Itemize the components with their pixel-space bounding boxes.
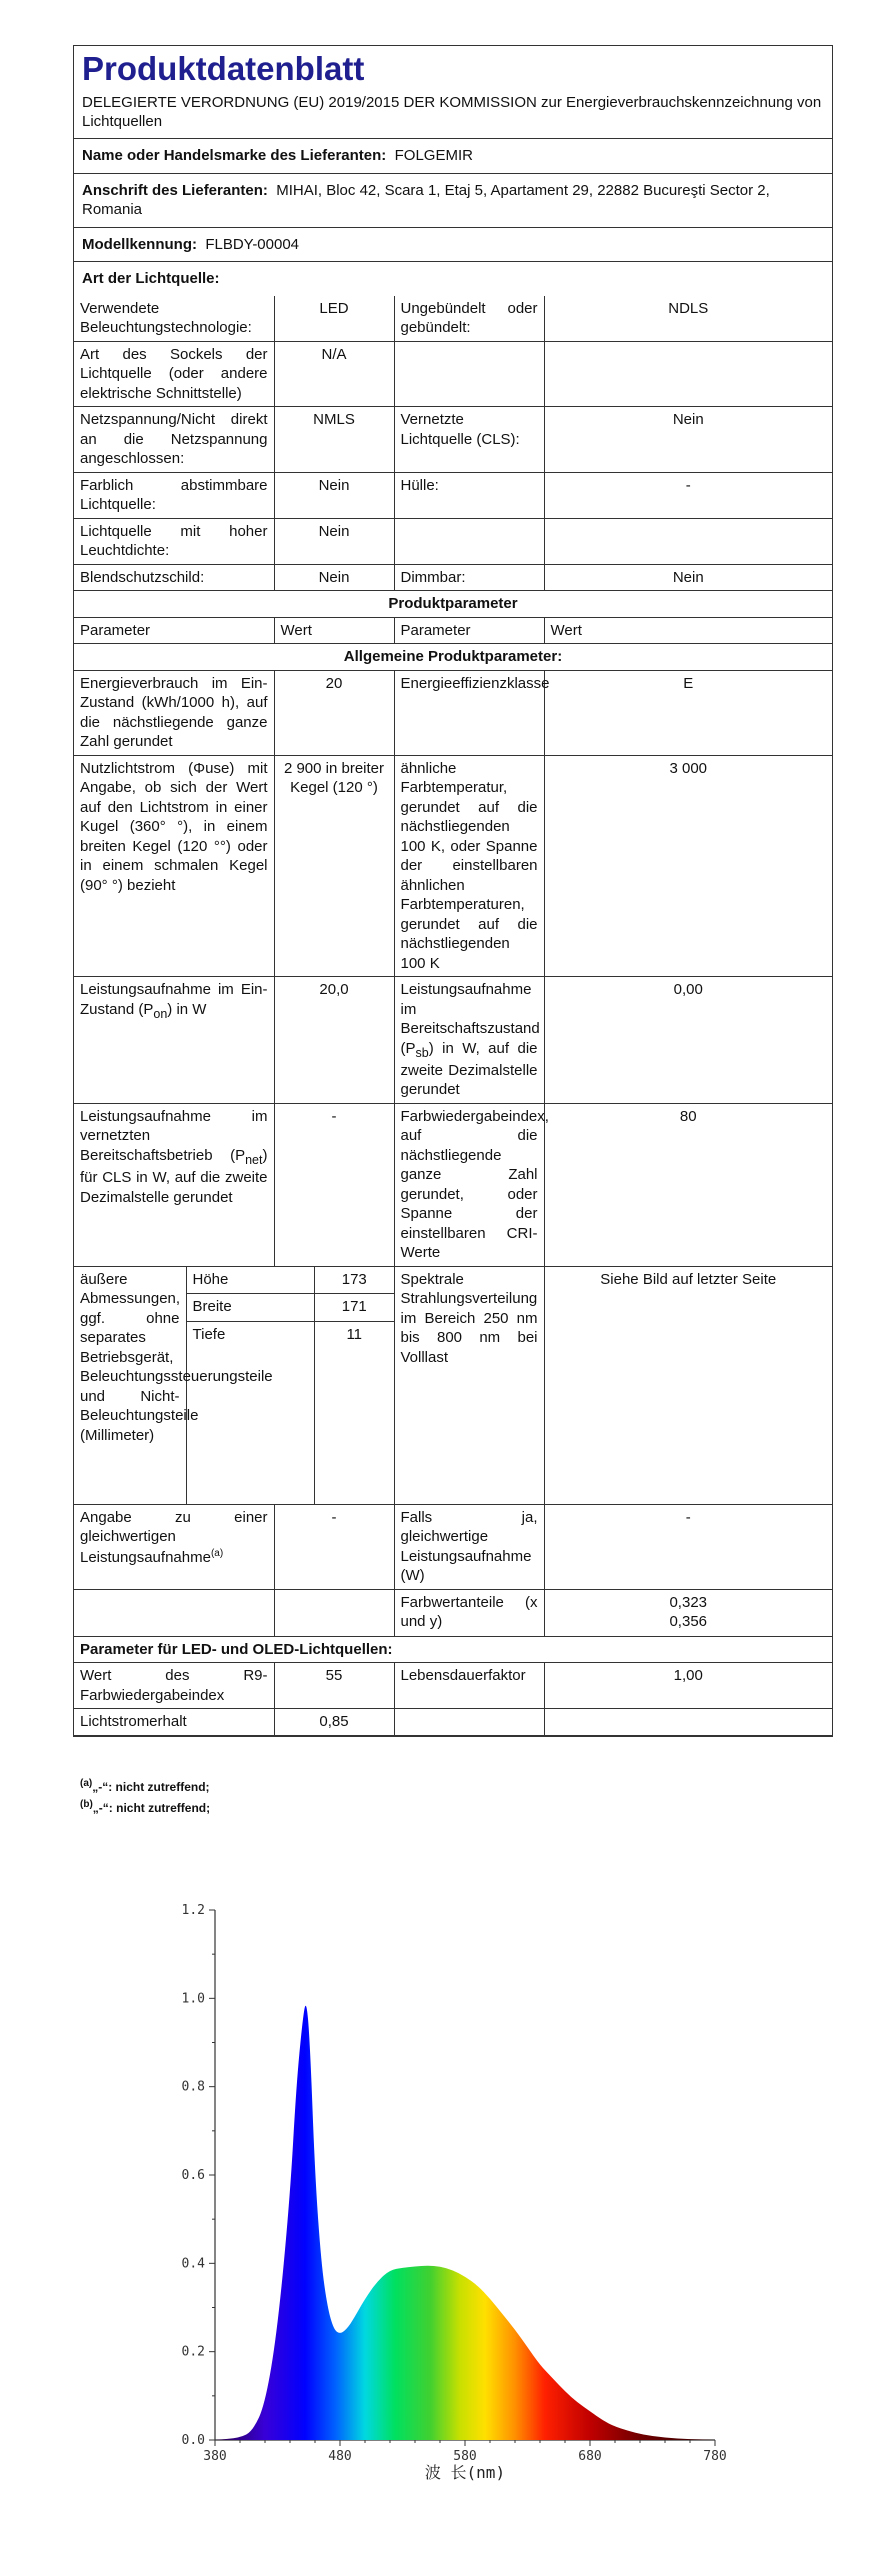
- y-axis-ticks: [182, 1903, 215, 2448]
- x-axis-ticks: [203, 2440, 726, 2464]
- dim-width-value: 171: [314, 1294, 394, 1321]
- table-row: [74, 670, 832, 755]
- directional-label: Ungebündelt oder gebündelt:: [394, 296, 544, 342]
- footnote-ref-a: (a): [210, 1547, 224, 1559]
- energy-class-value: E: [544, 670, 832, 755]
- pnet-value: -: [274, 1103, 394, 1266]
- product-params-heading: Produktparameter: [74, 591, 832, 618]
- pnet-label-unit: ) für CLS in W, auf die zweite Dezimalstelle gerundet: [80, 1146, 268, 1206]
- table-row: [74, 1709, 832, 1736]
- supplier-name-value: FOLGEMIR: [394, 147, 473, 165]
- psb-label-unit: ) in W, auf die zweite Dezimalstelle gerundet: [400, 1039, 538, 1099]
- y-tick-label: 0.6: [181, 2168, 205, 2183]
- x-tick-label: 580: [453, 2449, 477, 2464]
- table-row: [74, 1103, 832, 1266]
- table-row: [74, 1266, 832, 1504]
- dimensions-label: äußere Abmessungen, ggf. ohne separates Betriebsgerät, Beleuchtungssteuerungsteile und Nicht-Beleuchtungsteile (Millimeter): [74, 1267, 186, 1504]
- survival-factor-label: Lebensdauerfaktor: [394, 1663, 544, 1709]
- spd-value: Siehe Bild auf letzter Seite: [544, 1266, 832, 1504]
- pnet-label-text: Leistungsaufnahme im vernetzten Bereitschaftsbetrieb (P: [80, 1107, 268, 1164]
- pon-value: 20,0: [274, 977, 394, 1104]
- tunable-value: Nein: [274, 472, 394, 518]
- r9-value: 55: [274, 1663, 394, 1709]
- footnote-a-mark: (a): [80, 1778, 93, 1789]
- light-source-section-row: [74, 262, 832, 296]
- lumen-maintenance-value: 0,85: [274, 1709, 394, 1736]
- table-row: [74, 755, 832, 977]
- footnote-b-mark: (b): [80, 1799, 93, 1811]
- equiv-power-w-label: Falls ja, gleichwertige Leistungsaufnahme (W): [394, 1504, 544, 1589]
- y-tick-label: 0.2: [181, 2344, 205, 2360]
- anti-glare-value: Nein: [274, 564, 394, 591]
- product-data-sheet: [73, 45, 833, 1737]
- mains-value: NMLS: [274, 407, 394, 473]
- cap-type-value: N/A: [274, 341, 394, 407]
- dimmable-value: Nein: [544, 564, 832, 591]
- energy-value: 20: [274, 670, 394, 755]
- pon-label-unit: ) in W: [167, 1000, 207, 1018]
- x-tick-label: 680: [578, 2449, 602, 2464]
- cls-label: Vernetzte Lichtquelle (CLS):: [394, 407, 544, 473]
- table-row: [74, 296, 832, 342]
- supplier-name-label: Name oder Handelsmarke des Lieferanten:: [82, 147, 387, 165]
- y-tick-label: 0.0: [181, 2433, 205, 2448]
- cri-label: Farbwiedergabeindex, auf die nächstliegende ganze Zahl gerundet, oder Spanne der einstellbaren CRI-Werte: [394, 1103, 544, 1266]
- energy-class-label: Energieeffizienzklasse: [394, 670, 544, 755]
- sheet-header: [74, 46, 832, 139]
- high-luminance-label: Lichtquelle mit hoher Leuchtdichte:: [74, 518, 274, 564]
- directional-value: NDLS: [544, 296, 832, 342]
- spectral-distribution-chart: [150, 1895, 750, 2485]
- y-tick-label: 1.2: [181, 1903, 205, 1918]
- equiv-power-text: Angabe zu einer gleichwertigen Leistungsaufnahme: [80, 1508, 268, 1566]
- footnote-a-text: „-“: nicht zutreffend;: [92, 1780, 210, 1794]
- table-row: [74, 1636, 832, 1663]
- dim-height-label: Höhe: [186, 1267, 314, 1294]
- chromaticity-x: 0,323: [669, 1593, 708, 1611]
- table-row: [74, 472, 832, 518]
- empty-cell: [274, 1589, 394, 1636]
- survival-factor-value: 1,00: [544, 1663, 832, 1709]
- r9-label: Wert des R9-Farbwiedergabeindex: [74, 1663, 274, 1709]
- spd-label: Spektrale Strahlungsverteilung im Bereich 250 nm bis 800 nm bei Volllast: [394, 1266, 544, 1504]
- empty-cell: [394, 341, 544, 407]
- x-axis-label: 波 长(nm): [424, 2463, 506, 2482]
- flux-value: 2 900 in breiter Kegel (120 °): [274, 755, 394, 977]
- dimensions-cell: [74, 1266, 394, 1504]
- table-row: [74, 1267, 394, 1294]
- pon-label: [74, 977, 274, 1104]
- dim-depth-label: Tiefe: [186, 1321, 314, 1348]
- tunable-label: Farblich abstimmbare Lichtquelle:: [74, 472, 274, 518]
- col-header-param: Parameter: [394, 617, 544, 644]
- equiv-power-w-value: -: [544, 1504, 832, 1589]
- footnotes: [80, 1776, 210, 1818]
- cri-value: 80: [544, 1103, 832, 1266]
- supplier-address-row: [74, 174, 832, 228]
- page-title: Produktdatenblatt: [82, 50, 365, 87]
- psb-label-text: Leistungsaufnahme im Bereitschaftszustand (P: [400, 981, 540, 1057]
- pnet-subscript: net: [245, 1152, 263, 1167]
- footnote-b-text: „-“: nicht zutreffend;: [92, 1801, 211, 1816]
- psb-label: [394, 977, 544, 1104]
- col-header-value: Wert: [544, 617, 832, 644]
- footnote-a: [80, 1776, 210, 1797]
- empty-cell: [74, 1589, 274, 1636]
- pon-label-text: Leistungsaufnahme im Ein-Zustand (P: [80, 981, 268, 1018]
- dim-depth-value: 11: [346, 1325, 363, 1343]
- lumen-maintenance-label: Lichtstromerhalt: [74, 1709, 274, 1736]
- led-params-heading: Parameter für LED- und OLED-Lichtquellen:: [74, 1636, 832, 1663]
- col-header-param: Parameter: [74, 617, 274, 644]
- model-id-value: FLBDY-00004: [205, 235, 300, 253]
- table-row: [74, 977, 832, 1104]
- chromaticity-value: [544, 1589, 832, 1636]
- general-params-heading: Allgemeine Produktparameter:: [74, 644, 832, 671]
- y-tick-label: 0.4: [181, 2256, 205, 2272]
- chromaticity-label: Farbwertanteile (x und y): [394, 1589, 544, 1636]
- dimmable-label: Dimmbar:: [394, 564, 544, 591]
- cct-value: 3 000: [544, 755, 832, 977]
- table-row: [74, 564, 832, 591]
- envelope-label: Hülle:: [394, 472, 544, 518]
- table-row: [74, 407, 832, 473]
- empty-cell: [544, 341, 832, 407]
- pnet-label: [74, 1103, 274, 1266]
- supplier-name-row: [74, 139, 832, 174]
- x-tick-label: 780: [703, 2449, 727, 2464]
- empty-cell: [394, 518, 544, 564]
- model-id-label: Modellkennung:: [82, 235, 197, 253]
- x-tick-label: 480: [328, 2449, 352, 2464]
- empty-cell: [394, 1709, 544, 1736]
- light-tech-value: LED: [274, 296, 394, 342]
- energy-label: Energieverbrauch im Ein-Zustand (kWh/1000 h), auf die nächstliegende ganze Zahl gerundet: [74, 670, 274, 755]
- mains-label: Netzspannung/Nicht direkt an die Netzspannung angeschlossen:: [74, 407, 274, 473]
- table-row: [74, 1589, 832, 1636]
- cap-type-label: Art des Sockels der Lichtquelle (oder andere elektrische Schnittstelle): [74, 341, 274, 407]
- y-tick-label: 1.0: [181, 1991, 205, 2007]
- chromaticity-y: 0,356: [669, 1613, 708, 1631]
- y-tick-label: 0.8: [181, 2079, 205, 2095]
- psb-subscript: sb: [415, 1045, 429, 1060]
- empty-cell: [314, 1348, 394, 1504]
- anti-glare-label: Blendschutzschild:: [74, 564, 274, 591]
- data-table: [74, 296, 832, 1736]
- pon-subscript: on: [153, 1006, 168, 1021]
- table-row: [74, 617, 832, 644]
- cct-label: ähnliche Farbtemperatur, gerundet auf die nächstliegenden 100 K, oder Spanne der einstellbaren ähnlichen Farbtemperaturen, gerundet auf die nächstliegenden 100 K: [394, 755, 544, 977]
- table-row: [74, 1663, 832, 1709]
- light-tech-label: Verwendete Beleuchtungstechnologie:: [74, 296, 274, 342]
- table-row: [74, 341, 832, 407]
- col-header-value: Wert: [274, 617, 394, 644]
- table-row: [74, 591, 832, 618]
- equiv-power-value: -: [274, 1504, 394, 1589]
- empty-cell: [544, 518, 832, 564]
- psb-value: 0,00: [544, 977, 832, 1104]
- table-row: [74, 518, 832, 564]
- x-tick-label: 380: [203, 2449, 227, 2464]
- model-id-row: [74, 228, 832, 263]
- supplier-address-value: MIHAI, Bloc 42, Scara 1, Etaj 5, Apartament 29, 22882 Bucureşti Sector 2, Romania: [82, 181, 770, 219]
- light-source-section-label: Art der Lichtquelle:: [82, 270, 220, 288]
- flux-label: Nutzlichtstrom (Φuse) mit Angabe, ob sich der Wert auf den Lichtstrom in einer Kugel (360° °), in einem breiten Kegel (120 °°) oder in einem schmalen Kegel (90° °) bezieht: [74, 755, 274, 977]
- cls-value: Nein: [544, 407, 832, 473]
- empty-cell: [544, 1709, 832, 1736]
- dim-height-value: 173: [314, 1267, 394, 1294]
- table-row: [74, 1504, 832, 1589]
- regulation-subtitle: DELEGIERTE VERORDNUNG (EU) 2019/2015 DER KOMMISSION zur Energieverbrauchskennzeichnung von Lichtquellen: [82, 93, 822, 131]
- spectrum-area: [215, 2006, 715, 2440]
- high-luminance-value: Nein: [274, 518, 394, 564]
- table-row: [74, 644, 832, 671]
- dimensions-table: [74, 1267, 394, 1504]
- dim-width-label: Breite: [186, 1294, 314, 1321]
- equiv-power-label: [74, 1504, 274, 1589]
- envelope-value: -: [544, 472, 832, 518]
- footnote-b: [80, 1797, 210, 1818]
- supplier-address-label: Anschrift des Lieferanten:: [82, 181, 268, 199]
